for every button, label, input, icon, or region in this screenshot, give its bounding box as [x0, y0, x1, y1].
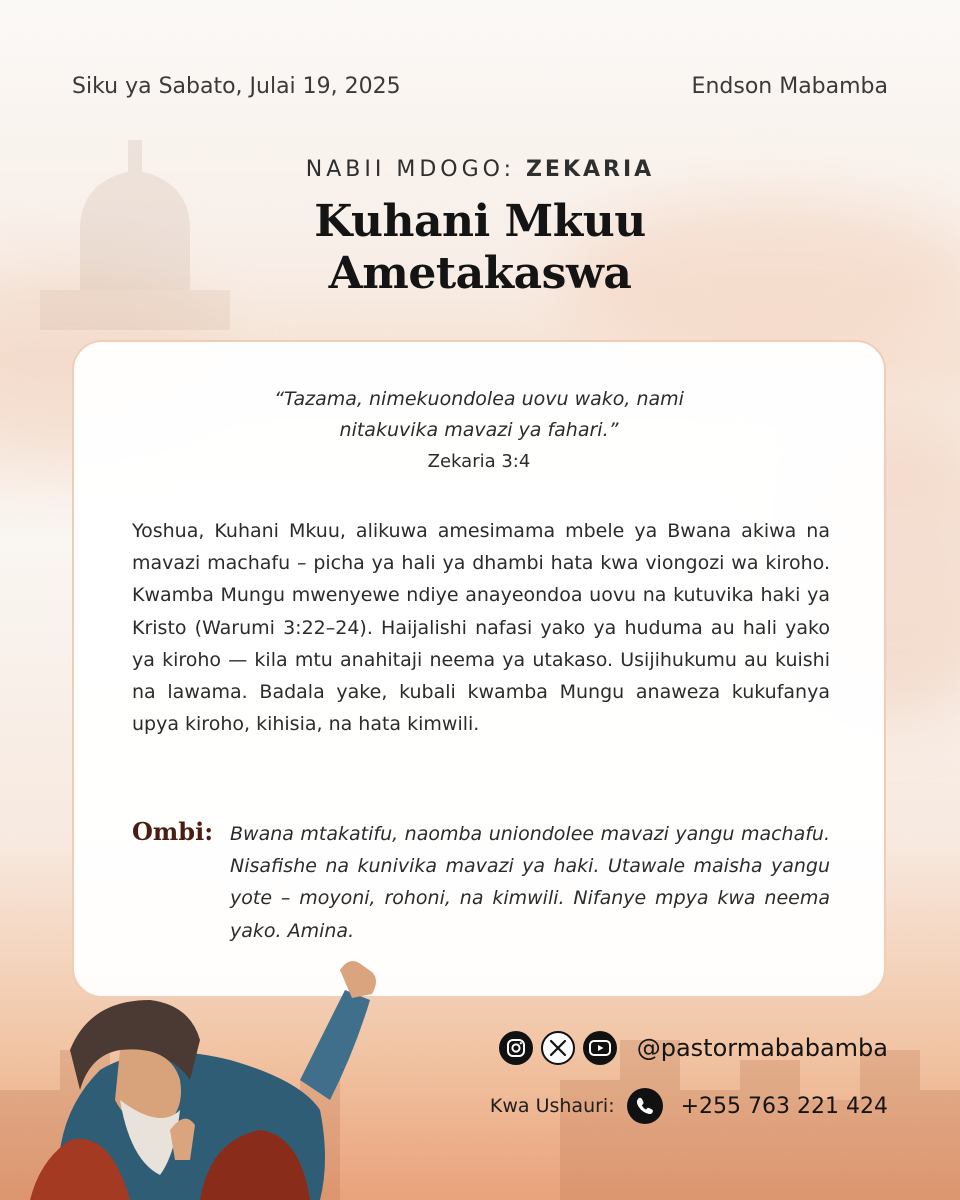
prophet-illustration — [0, 960, 400, 1200]
series-kicker — [0, 157, 960, 182]
social-links — [499, 1030, 888, 1066]
author-name: Endson Mabamba — [691, 74, 888, 99]
prayer-text: Bwana mtakatifu, naomba uniondolee mavazi yangu machafu. Nisafishe na kunivika mavazi ya haki. Utawale maisha yangu yote – moyoni, rohoni, na kimwili. Nifanye mpya kwa neema yako. Amina. — [230, 823, 830, 942]
contact-label: Kwa Ushauri: — [489, 1095, 615, 1117]
prayer-label: Ombi: — [132, 817, 214, 846]
page-title — [0, 196, 960, 300]
kicker-prefix: NABII MDOGO: — [305, 157, 526, 182]
youtube-icon[interactable] — [583, 1031, 617, 1065]
title-line-1: Kuhani Mkuu — [314, 196, 646, 247]
phone-icon[interactable] — [627, 1088, 663, 1124]
instagram-icon[interactable] — [499, 1031, 533, 1065]
scripture-quote — [74, 384, 884, 477]
x-icon[interactable] — [541, 1031, 575, 1065]
phone-number[interactable]: +255 763 221 424 — [680, 1093, 888, 1119]
social-handle[interactable]: @pastormababamba — [636, 1034, 888, 1062]
title-line-2: Ametakaswa — [328, 248, 632, 299]
devotional-card — [72, 340, 886, 998]
verse-reference: Zekaria 3:4 — [427, 451, 531, 472]
kicker-book: ZEKARIA — [525, 157, 655, 182]
verse-line-1: “Tazama, nimekuondolea uovu wako, nami — [274, 388, 684, 410]
contact-row — [490, 1086, 888, 1126]
post-date: Siku ya Sabato, Julai 19, 2025 — [72, 74, 401, 99]
devotional-body: Yoshua, Kuhani Mkuu, alikuwa amesimama mbele ya Bwana akiwa na mavazi machafu – picha ya hali ya dhambi hata kwa viongozi wa kiroho. Kwamba Mungu mwenyewe ndiye anayeondoa uovu na kutuvika haki ya Kristo (Warumi 3:22–24). Haijalishi nafasi yako ya huduma au hali yako ya kiroho — kila mtu anahitaji neema ya utakaso. Usijihukumu au kuishi na lawama. Badala yake, kubali kwamba Mungu anaweza kukufanya upya kiroho, kihisia, na hata kimwili. — [132, 520, 830, 736]
verse-line-2: nitakuvika mavazi ya fahari.” — [339, 419, 619, 441]
